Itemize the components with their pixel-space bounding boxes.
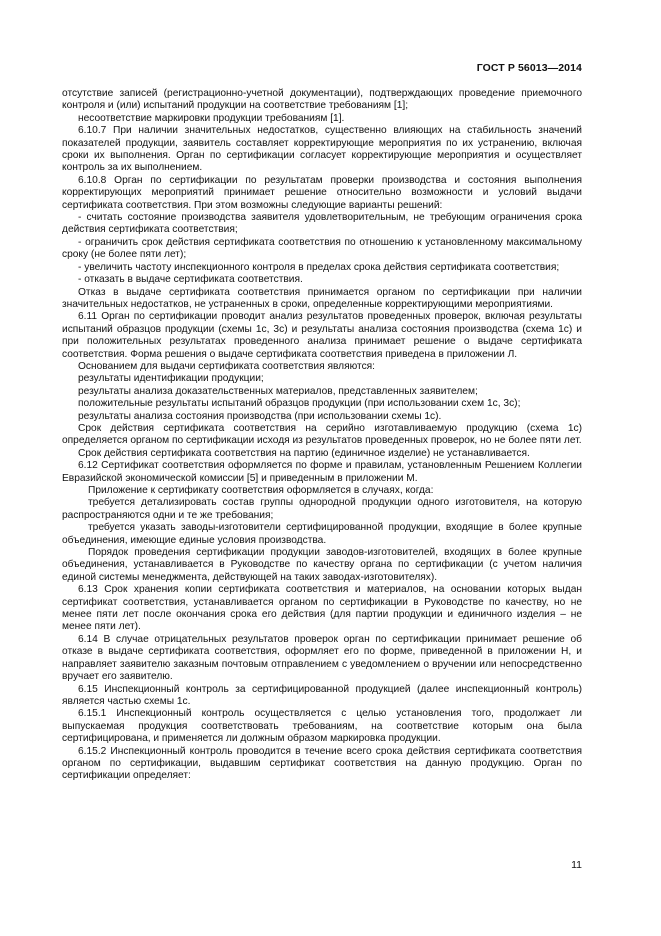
paragraph: требуется указать заводы-изготовители сертифицированной продукции, входящие в более крупные объединения, имеющие единые условия производства. (62, 522, 582, 546)
paragraph: результаты анализа доказательственных материалов, представленных заявителем; (78, 385, 478, 397)
document-code-header: ГОСТ Р 56013—2014 (476, 62, 582, 74)
paragraph: результаты анализа состояния производства (при использовании схемы 1с). (78, 410, 442, 422)
paragraph: положительные результаты испытаний образцов продукции (при использовании схем 1с, 3с); (78, 398, 521, 410)
paragraph: - ограничить срок действия сертификата соответствия по отношению к установленному максимальному сроку (не более пяти лет); (62, 236, 582, 261)
paragraph: Приложение к сертификату соответствия оформляется в случаях, когда: (88, 485, 434, 496)
paragraph: отсутствие записей (регистрационно-учетной документации), подтверждающих проведение приемочного контроля и (или) испытаний продукции на соответствие требованиям [1]; (62, 88, 582, 112)
paragraph: Срок действия сертификата соответствия на серийно изготавливаемую продукцию (схема 1с) определяется органом по сертификации исходя из результатов проведенных проверок, но не более пяти лет. (62, 422, 582, 447)
paragraph: 6.14 В случае отрицательных результатов проверок орган по сертификации принимает решение об отказе в выдаче сертификата соответствия, оформляет его по форме, приведенной в приложении Н, и направляет заявителю заказным почтовым отправлением с уведомлением о вручении или непосредственно вручает его заявителю. (62, 633, 582, 683)
paragraph: 6.10.8 Орган по сертификации по результатам проверки производства и состояния выполнения корректирующих мероприятий принимает решение относительно возможности и условий выдачи сертификата соответствия. При этом возможны следующие варианты решений: (62, 174, 582, 211)
paragraph: - отказать в выдаче сертификата соответствия. (78, 274, 303, 286)
paragraph: 6.15 Инспекционный контроль за сертифицированной продукцией (далее инспекционный контроль) является частью схемы 1с. (62, 683, 582, 707)
paragraph: Срок действия сертификата соответствия на партию (единичное изделие) не устанавливается. (78, 447, 530, 459)
paragraph: Отказ в выдаче сертификата соответствия принимается органом по сертификации при наличии значительных недостатков, не устраненных в сроки, определенные корректирующими мероприятиями. (62, 286, 582, 310)
paragraph: Порядок проведения сертификации продукции заводов-изготовителей, входящих в более крупные объединения, устанавливается в Руководстве по качеству органа по сертификации (с учетом наличия единой системы менеджмента, действующей на таких заводах-изготовителях). (62, 547, 582, 583)
paragraph: 6.15.2 Инспекционный контроль проводится в течение всего срока действия сертификата соответствия органом по сертификации, выдавшим сертификат соответствия на данную продукцию. Орган по сертификации определяет: (62, 745, 582, 782)
paragraph: 6.11 Орган по сертификации проводит анализ результатов проведенных проверок, включая результаты испытаний образцов продукции (схемы 1с, 3с) и результаты анализа состояния производства (схема 1с) и при положительных результатах проведенного анализа принимает решение о выдаче сертификата соответствия. Форма решения о выдаче сертификата соответствия приведена в приложении Л. (62, 311, 582, 360)
paragraph: 6.13 Срок хранения копии сертификата соответствия и материалов, на основании которых выдан сертификат соответствия, устанавливается органом по сертификации в Руководстве по качеству, но не менее пяти лет после окончания срока его действия (для партии продукции и единичного изделия – не менее пяти лет). (62, 584, 582, 633)
paragraph: результаты идентификации продукции; (78, 373, 264, 385)
paragraph: Основанием для выдачи сертификата соответствия являются: (78, 360, 376, 372)
paragraph: 6.12 Сертификат соответствия оформляется по форме и правилам, установленным Решением Коллегии Евразийской экономической комиссии [5] и приведенным в приложении М. (62, 460, 582, 484)
paragraph: - считать состояние производства заявителя удовлетворительным, не требующим ограничения срока действия сертификата соответствия; (62, 212, 582, 236)
paragraph: несоответствие маркировки продукции требованиям [1]. (78, 112, 345, 124)
paragraph: 6.10.7 При наличии значительных недостатков, существенно влияющих на стабильность значений показателей продукции, заявитель составляет корректирующие мероприятия по их устранению, включая сроки их выполнения. Орган по сертификации согласует корректирующие мероприятия и осуществляет контроль за их выполнением. (62, 125, 582, 174)
paragraph: требуется детализировать состав группы однородной продукции одного изготовителя, на которую распространяются одни и те же требования; (62, 497, 582, 521)
body-text (62, 88, 582, 783)
paragraph: - увеличить частоту инспекционного контроля в пределах срока действия сертификата соответствия; (78, 261, 560, 273)
paragraph: 6.15.1 Инспекционный контроль осуществляется с целью установления того, продолжает ли выпускаемая продукция соответствовать требованиям, на соответствие которым она была сертифицирована, и применяется ли должным образом маркировка продукции. (62, 708, 582, 745)
page-number: 11 (571, 859, 582, 871)
